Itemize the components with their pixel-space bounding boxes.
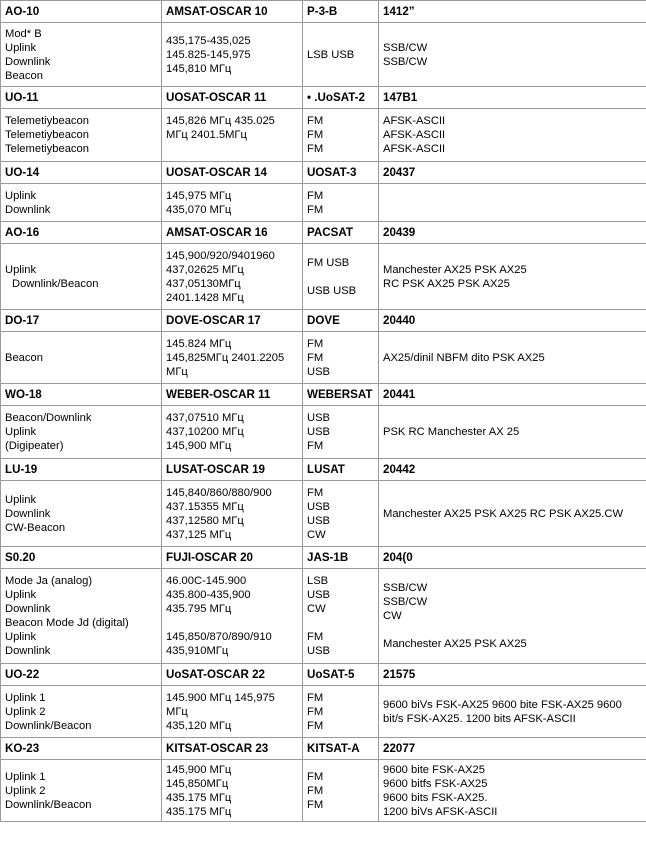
- satellite-designation: LUSAT: [303, 459, 379, 481]
- satellite-name: KITSAT-OSCAR 23: [162, 738, 303, 760]
- satellite-header-row: [1, 1, 646, 23]
- frequency-line: 435,175-435,025: [166, 34, 251, 47]
- mode-line: Beacon: [5, 351, 43, 364]
- frequency-line: 145,825МГц 2401.2205: [166, 351, 285, 364]
- mode-cell: [1, 184, 162, 222]
- frequency-line: МГц: [166, 705, 188, 718]
- frequency-line: 437,02625 МГц: [166, 263, 244, 276]
- modulation-line: FM: [307, 440, 324, 452]
- satellite-number: 20439: [379, 222, 646, 244]
- satellite-designation: KITSAT-A: [303, 738, 379, 760]
- frequency-line: 145,810 МГц: [166, 62, 232, 75]
- protocol-line: 9600 bite FSK-AX25: [383, 763, 485, 776]
- satellite-number: 1412”: [379, 1, 646, 23]
- modulation-line: FM: [307, 719, 324, 732]
- satellite-code: WO-18: [1, 384, 162, 406]
- satellite-name: DOVE-OSCAR 17: [162, 310, 303, 332]
- modulation-line: CW: [307, 603, 326, 615]
- satellite-header-row: [1, 310, 646, 332]
- modulation-line: USB: [307, 365, 331, 378]
- modulation-cell: [303, 23, 379, 87]
- protocol-line: bit/s FSK-AX25. 1200 bits AFSK-ASCII: [383, 712, 576, 725]
- mode-cell: [1, 481, 162, 547]
- mode-line: Downlink/Beacon: [5, 798, 92, 811]
- satellite-number: 20441: [379, 384, 646, 406]
- modulation-line: FM: [307, 189, 324, 202]
- modulation-line: FM: [307, 631, 324, 643]
- protocol-cell: [379, 332, 646, 384]
- modulation-line: FM: [307, 337, 324, 350]
- modulation-cell: [303, 481, 379, 547]
- protocol-cell: [379, 481, 646, 547]
- protocol-cell: [379, 569, 646, 664]
- modulation-line: FM: [307, 351, 324, 364]
- mode-line: Downlink: [5, 645, 51, 657]
- frequency-cell: [162, 406, 303, 459]
- frequency-line: 46.00C-145.900: [166, 575, 247, 587]
- modulation-line: USB: [307, 589, 331, 601]
- satellite-designation: PACSAT: [303, 222, 379, 244]
- frequency-line: 435.175 МГц: [166, 791, 232, 804]
- satellite-name: UoSAT-OSCAR 22: [162, 664, 303, 686]
- mode-line: Uplink 2: [5, 784, 46, 797]
- mode-line: Beacon Mode Jd (digital): [5, 617, 129, 629]
- frequency-line: 437,07510 МГц: [166, 412, 244, 424]
- protocol-cell: [379, 109, 646, 162]
- frequency-line: 145,900/920/9401960: [166, 249, 275, 262]
- frequency-cell: [162, 481, 303, 547]
- frequency-line: 437,12580 МГц: [166, 514, 244, 527]
- satellite-number: 21575: [379, 664, 646, 686]
- satellite-name: UOSAT-OSCAR 14: [162, 162, 303, 184]
- satellite-designation: DOVE: [303, 310, 379, 332]
- frequency-line: 435,910МГц: [166, 645, 229, 657]
- satellite-detail-row: [1, 406, 646, 459]
- satellite-header-row: [1, 162, 646, 184]
- frequency-line: 145,900 МГц: [166, 763, 232, 776]
- mode-line: Uplink: [5, 41, 37, 54]
- satellite-name: AMSAT-OSCAR 16: [162, 222, 303, 244]
- satellite-code: AO-10: [1, 1, 162, 23]
- mode-cell: [1, 23, 162, 87]
- satellite-number: 20437: [379, 162, 646, 184]
- satellite-code: LU-19: [1, 459, 162, 481]
- frequency-line: 145.824 МГц: [166, 337, 232, 350]
- protocol-line: SSB/CW: [383, 582, 428, 594]
- mode-line: Uplink 2: [5, 705, 46, 718]
- satellite-designation: UoSAT-5: [303, 664, 379, 686]
- frequency-line: 437.15355 МГц: [166, 500, 244, 513]
- frequency-cell: [162, 569, 303, 664]
- satellite-designation: • .UoSAT-2: [303, 87, 379, 109]
- frequency-cell: [162, 184, 303, 222]
- mode-line: Uplink: [5, 426, 37, 438]
- modulation-line: USB: [307, 426, 331, 438]
- frequency-line: 437,125 МГц: [166, 528, 232, 541]
- satellite-code: AO-16: [1, 222, 162, 244]
- modulation-cell: [303, 760, 379, 822]
- satellite-header-row: [1, 738, 646, 760]
- satellite-header-row: [1, 547, 646, 569]
- modulation-line: USB: [307, 500, 331, 513]
- satellite-number: 147B1: [379, 87, 646, 109]
- satellite-header-row: [1, 384, 646, 406]
- modulation-cell: [303, 184, 379, 222]
- mode-line: Downlink: [5, 603, 51, 615]
- protocol-line: SSB/CW: [383, 41, 428, 54]
- protocol-line: AFSK-ASCII: [383, 143, 446, 155]
- mode-cell: [1, 406, 162, 459]
- protocol-line: Manchester AX25 PSK AX25: [383, 638, 527, 650]
- protocol-line: SSB/CW: [383, 55, 428, 68]
- protocol-line: 9600 biVs FSK-AX25 9600 bite FSK-AX25 9600: [383, 698, 622, 711]
- protocol-line: Manchester AX25 PSK AX25: [383, 263, 527, 276]
- frequency-cell: [162, 332, 303, 384]
- modulation-line: FM: [307, 203, 324, 216]
- modulation-cell: [303, 686, 379, 738]
- mode-line: Uplink: [5, 631, 37, 643]
- frequency-line: 145,826 МГц 435.025: [166, 115, 275, 127]
- modulation-cell: [303, 109, 379, 162]
- modulation-line: FM: [307, 784, 324, 797]
- protocol-cell: [379, 406, 646, 459]
- mode-line: Uplink: [5, 589, 37, 601]
- frequency-cell: [162, 760, 303, 822]
- satellite-detail-row: [1, 569, 646, 664]
- mode-line: Beacon: [5, 69, 43, 82]
- protocol-line: PSK RC Manchester AX 25: [383, 426, 520, 438]
- modulation-line: USB USB: [307, 284, 357, 297]
- satellite-name: AMSAT-OSCAR 10: [162, 1, 303, 23]
- satellite-header-row: [1, 222, 646, 244]
- frequency-line: 145,850/870/890/910: [166, 631, 272, 643]
- satellite-detail-row: [1, 332, 646, 384]
- frequency-cell: [162, 686, 303, 738]
- satellite-header-row: [1, 664, 646, 686]
- satellite-header-row: [1, 87, 646, 109]
- satellite-detail-row: [1, 686, 646, 738]
- mode-line: Mod* B: [5, 27, 42, 40]
- satellite-name: FUJI-OSCAR 20: [162, 547, 303, 569]
- protocol-line: AFSK-ASCII: [383, 115, 446, 127]
- mode-cell: [1, 686, 162, 738]
- modulation-line: LSB: [307, 575, 329, 587]
- protocol-cell: [379, 23, 646, 87]
- modulation-line: FM: [307, 129, 324, 141]
- satellite-detail-row: [1, 481, 646, 547]
- modulation-line: USB: [307, 645, 331, 657]
- satellite-code: S0.20: [1, 547, 162, 569]
- mode-cell: [1, 332, 162, 384]
- satellite-number: 204(0: [379, 547, 646, 569]
- frequency-line: 145,900 МГц: [166, 440, 232, 452]
- modulation-cell: [303, 406, 379, 459]
- protocol-cell: [379, 184, 646, 222]
- satellite-code: DO-17: [1, 310, 162, 332]
- mode-line: Uplink: [5, 189, 37, 202]
- modulation-cell: [303, 244, 379, 310]
- mode-line: Uplink 1: [5, 691, 46, 704]
- modulation-cell: [303, 332, 379, 384]
- frequency-line: 145,840/860/880/900: [166, 486, 272, 499]
- frequency-line: 435.795 МГц: [166, 603, 232, 615]
- satellite-designation: UOSAT-3: [303, 162, 379, 184]
- mode-line: Uplink 1: [5, 770, 46, 783]
- modulation-line: FM: [307, 691, 324, 704]
- protocol-line: 9600 bitfs FSK-AX25: [383, 777, 488, 790]
- frequency-line: 435.175 МГц: [166, 805, 232, 818]
- frequency-line: МГц: [166, 365, 188, 378]
- mode-line: Uplink: [5, 493, 37, 506]
- protocol-cell: [379, 686, 646, 738]
- mode-line: Downlink/Beacon: [12, 277, 99, 290]
- protocol-line: Manchester AX25 PSK AX25 RC PSK AX25.CW: [383, 507, 624, 520]
- mode-line: Downlink: [5, 203, 51, 216]
- protocol-line: AX25/dinil NBFM dito PSK AX25: [383, 351, 545, 364]
- satellite-header-row: [1, 459, 646, 481]
- frequency-line: 437,10200 МГц: [166, 426, 244, 438]
- modulation-line: FM: [307, 770, 324, 783]
- satellite-number: 20442: [379, 459, 646, 481]
- mode-line: Downlink/Beacon: [5, 719, 92, 732]
- frequency-cell: [162, 244, 303, 310]
- satellite-code: UO-14: [1, 162, 162, 184]
- frequency-cell: [162, 23, 303, 87]
- frequency-line: 145,850МГц: [166, 777, 229, 790]
- satellite-code: UO-22: [1, 664, 162, 686]
- satellite-detail-row: [1, 109, 646, 162]
- modulation-line: USB: [307, 412, 331, 424]
- modulation-line: FM USB: [307, 256, 350, 269]
- protocol-cell: [379, 760, 646, 822]
- modulation-line: FM: [307, 798, 324, 811]
- frequency-cell: [162, 109, 303, 162]
- protocol-line: RC PSK AX25 PSK AX25: [383, 277, 510, 290]
- protocol-cell: [379, 244, 646, 310]
- frequency-line: 145.825-145,975: [166, 48, 251, 61]
- protocol-line: AFSK-ASCII: [383, 129, 446, 141]
- satellite-code: UO-11: [1, 87, 162, 109]
- frequency-line: 2401.1428 МГц: [166, 291, 244, 304]
- protocol-line: SSB/CW: [383, 596, 428, 608]
- protocol-line: 9600 bits FSK-AX25.: [383, 791, 488, 804]
- mode-line: (Digipeater): [5, 440, 64, 452]
- modulation-line: FM: [307, 486, 324, 499]
- satellite-detail-row: [1, 244, 646, 310]
- mode-line: Telemetiybeacon: [5, 143, 89, 155]
- mode-cell: [1, 569, 162, 664]
- frequency-line: 435,120 МГц: [166, 719, 232, 732]
- satellite-designation: JAS-1B: [303, 547, 379, 569]
- satellite-designation: P-3-B: [303, 1, 379, 23]
- modulation-line: CW: [307, 528, 326, 541]
- frequency-line: МГц 2401.5МГц: [166, 129, 247, 141]
- satellite-name: WEBER-OSCAR 11: [162, 384, 303, 406]
- modulation-line: FM: [307, 705, 324, 718]
- satellite-code: KO-23: [1, 738, 162, 760]
- mode-line: Beacon/Downlink: [5, 412, 92, 424]
- mode-cell: [1, 109, 162, 162]
- frequency-line: 435,070 МГц: [166, 203, 232, 216]
- mode-cell: [1, 244, 162, 310]
- frequency-line: 145.900 МГц 145,975: [166, 691, 275, 704]
- frequency-line: 437,05130МГц: [166, 277, 241, 290]
- protocol-line: CW: [383, 610, 402, 622]
- frequency-line: 145,975 МГц: [166, 189, 232, 202]
- satellite-detail-row: [1, 23, 646, 87]
- mode-line: Uplink: [5, 263, 37, 276]
- mode-line: Telemetiybeacon: [5, 115, 89, 127]
- mode-cell: [1, 760, 162, 822]
- satellite-number: 22077: [379, 738, 646, 760]
- mode-line: Telemetiybeacon: [5, 129, 89, 141]
- satellite-designation: WEBERSAT: [303, 384, 379, 406]
- mode-line: Mode Ja (analog): [5, 575, 93, 587]
- satellite-number: 20440: [379, 310, 646, 332]
- modulation-line: USB: [307, 514, 331, 527]
- mode-line: Downlink: [5, 507, 51, 520]
- frequency-line: 435.800-435,900: [166, 589, 251, 601]
- protocol-line: 1200 biVs AFSK-ASCII: [383, 805, 498, 818]
- satellite-detail-row: [1, 760, 646, 822]
- modulation-line: FM: [307, 115, 324, 127]
- modulation-line: FM: [307, 143, 324, 155]
- satellite-detail-row: [1, 184, 646, 222]
- mode-line: Downlink: [5, 55, 51, 68]
- satellite-name: UOSAT-OSCAR 11: [162, 87, 303, 109]
- modulation-cell: [303, 569, 379, 664]
- satellite-name: LUSAT-OSCAR 19: [162, 459, 303, 481]
- mode-line: CW-Beacon: [5, 521, 66, 534]
- modulation-line: LSB USB: [307, 48, 355, 61]
